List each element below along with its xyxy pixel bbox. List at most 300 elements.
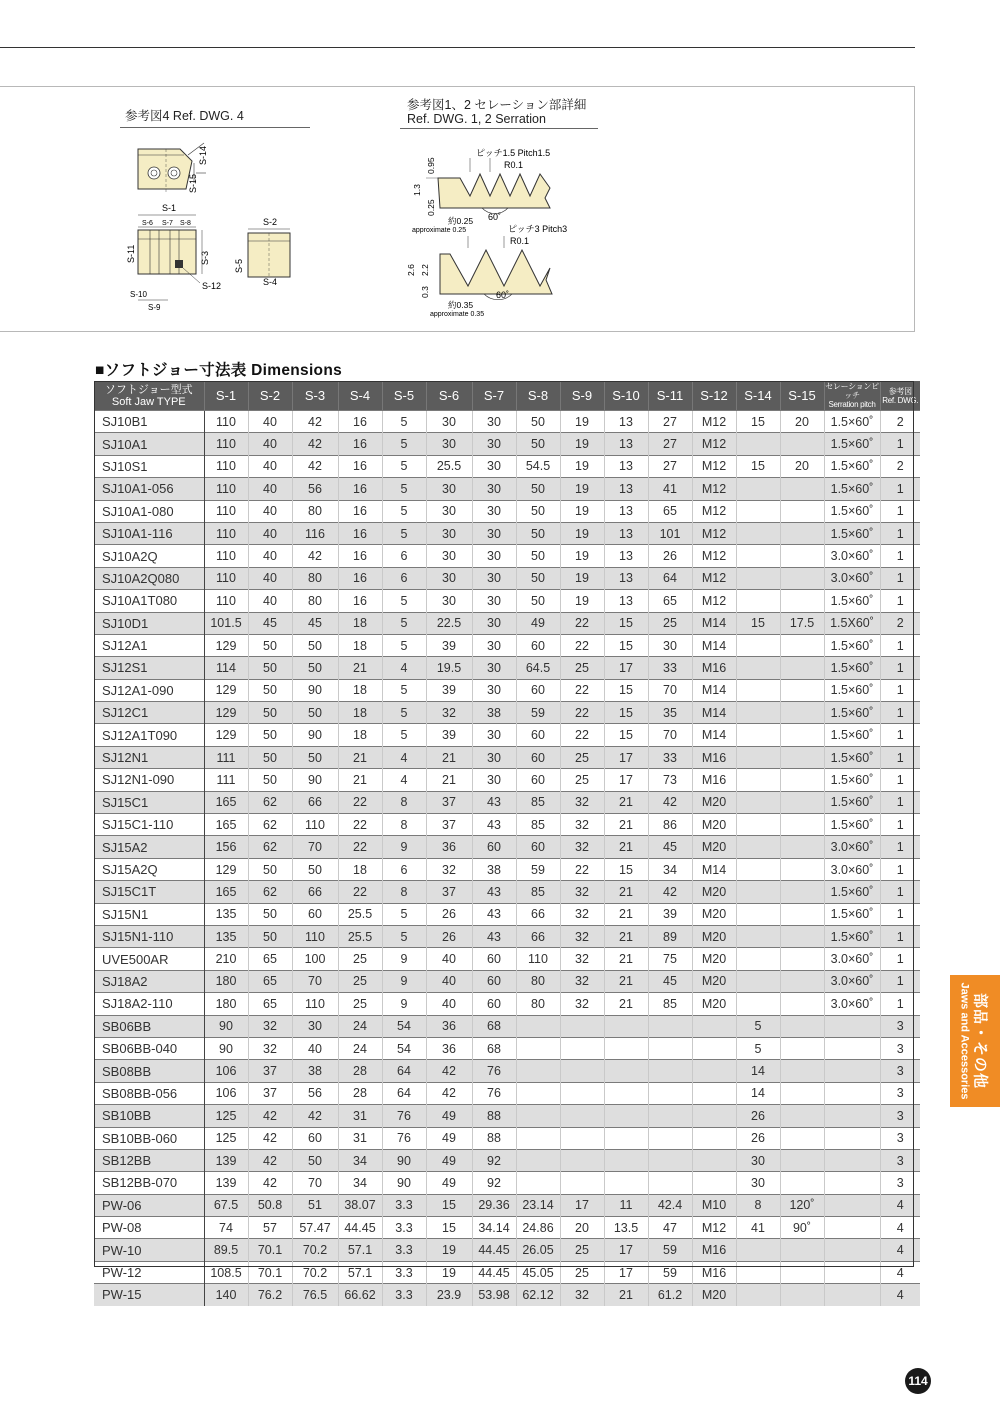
table-cell — [560, 1105, 604, 1127]
table-cell: 40 — [248, 545, 292, 567]
table-cell: 39 — [648, 903, 692, 925]
table-cell: 50 — [292, 634, 338, 656]
table-cell: 1 — [880, 478, 920, 500]
table-cell: 116 — [292, 522, 338, 544]
table-cell: 1 — [880, 858, 920, 880]
table-cell: 4 — [880, 1217, 920, 1239]
table-cell: 13 — [604, 590, 648, 612]
table-cell: 19.5 — [426, 657, 472, 679]
table-cell — [736, 679, 780, 701]
table-cell: 23.14 — [516, 1194, 560, 1216]
table-cell: M20 — [692, 970, 736, 992]
table-cell — [736, 769, 780, 791]
table-cell: 50 — [516, 567, 560, 589]
table-cell — [648, 1172, 692, 1194]
table-cell: 1.5×60˚ — [824, 903, 880, 925]
table-cell: 110 — [204, 411, 248, 433]
header-type — [94, 381, 204, 411]
table-cell: 15 — [604, 612, 648, 634]
table-cell: 56 — [292, 478, 338, 500]
table-cell: 60 — [516, 769, 560, 791]
table-cell: 25 — [560, 1261, 604, 1283]
table-cell — [780, 814, 824, 836]
table-row — [94, 1127, 920, 1149]
table-cell: 20 — [560, 1217, 604, 1239]
table-cell: 19 — [560, 522, 604, 544]
table-cell: 40 — [248, 500, 292, 522]
dimensions-table — [94, 381, 920, 1306]
table-cell: 3.0×60˚ — [824, 545, 880, 567]
header-s-8: S-8 — [516, 381, 560, 411]
table-cell: 85 — [516, 881, 560, 903]
cell-type: SJ12A1-090 — [94, 679, 204, 701]
table-cell: 125 — [204, 1127, 248, 1149]
table-cell: 140 — [204, 1284, 248, 1306]
table-cell: 13 — [604, 500, 648, 522]
table-cell: 56 — [292, 1082, 338, 1104]
table-cell: 1 — [880, 679, 920, 701]
table-row — [94, 612, 920, 634]
table-cell: 57.47 — [292, 1217, 338, 1239]
table-row — [94, 858, 920, 880]
cell-type: SJ15A2Q — [94, 858, 204, 880]
cell-type: SB10BB-060 — [94, 1127, 204, 1149]
table-cell — [780, 1037, 824, 1059]
cell-type: SB12BB-070 — [94, 1172, 204, 1194]
table-cell: 101.5 — [204, 612, 248, 634]
table-cell — [780, 679, 824, 701]
table-cell: 90 — [292, 769, 338, 791]
table-cell: 32 — [248, 1015, 292, 1037]
table-cell: 44.45 — [472, 1239, 516, 1261]
cell-type: PW-15 — [94, 1284, 204, 1306]
table-cell: 16 — [338, 590, 382, 612]
d26-label: 2.6 — [406, 264, 416, 276]
table-cell: 25 — [338, 970, 382, 992]
table-cell — [560, 1127, 604, 1149]
table-cell — [780, 1082, 824, 1104]
table-cell: 30 — [472, 455, 516, 477]
table-cell: M16 — [692, 1261, 736, 1283]
table-cell: 17 — [604, 1239, 648, 1261]
table-cell: 3.0×60˚ — [824, 948, 880, 970]
table-row — [94, 791, 920, 813]
table-cell — [780, 522, 824, 544]
table-cell — [692, 1127, 736, 1149]
table-cell — [692, 1037, 736, 1059]
table-cell: 26 — [736, 1127, 780, 1149]
cell-type: PW-06 — [94, 1194, 204, 1216]
table-cell: 5 — [382, 679, 426, 701]
header-s-1: S-1 — [204, 381, 248, 411]
header-s-15: S-15 — [780, 381, 824, 411]
table-cell: M12 — [692, 1217, 736, 1239]
table-cell: 13 — [604, 545, 648, 567]
table-cell: 3.3 — [382, 1284, 426, 1306]
table-cell: 32 — [560, 970, 604, 992]
approx025-jp: 約0.25 — [448, 216, 474, 226]
cell-type: PW-12 — [94, 1261, 204, 1283]
table-cell: 16 — [338, 500, 382, 522]
side-tab-en: Jaws and Accessories — [958, 982, 971, 1100]
table-cell: 3.3 — [382, 1194, 426, 1216]
label-s6: S-6 — [142, 220, 153, 227]
table-cell: M12 — [692, 455, 736, 477]
table-cell: 1 — [880, 567, 920, 589]
table-cell: 90 — [204, 1037, 248, 1059]
table-cell: 2 — [880, 612, 920, 634]
table-cell: 64 — [382, 1082, 426, 1104]
table-cell: 89.5 — [204, 1239, 248, 1261]
table-cell: 35 — [648, 702, 692, 724]
table-cell: 5 — [382, 500, 426, 522]
table-cell: 26.05 — [516, 1239, 560, 1261]
table-cell — [692, 1015, 736, 1037]
table-cell: 32 — [560, 903, 604, 925]
table-cell: 32 — [560, 836, 604, 858]
pitch15-label: ピッチ1.5 Pitch1.5 — [476, 148, 551, 158]
table-cell: 21 — [338, 746, 382, 768]
table-cell: 30 — [426, 590, 472, 612]
table-cell: 6 — [382, 858, 426, 880]
table-cell: 21 — [604, 925, 648, 947]
table-cell: 3 — [880, 1172, 920, 1194]
table-row — [94, 1015, 920, 1037]
table-cell: 21 — [604, 791, 648, 813]
table-cell: 57.1 — [338, 1261, 382, 1283]
table-cell: 30 — [472, 522, 516, 544]
table-cell: 50 — [248, 858, 292, 880]
ref-dwg12-title-en: Ref. DWG. 1, 2 Serration — [407, 112, 546, 126]
table-cell: 3 — [880, 1037, 920, 1059]
table-cell: 3.0×60˚ — [824, 836, 880, 858]
table-cell: 25 — [338, 993, 382, 1015]
table-cell: 108.5 — [204, 1261, 248, 1283]
header-s-4: S-4 — [338, 381, 382, 411]
table-row — [94, 702, 920, 724]
table-row — [94, 1284, 920, 1306]
cell-type: SB12BB — [94, 1149, 204, 1171]
d13-label: 1.3 — [412, 184, 422, 196]
header-s-2: S-2 — [248, 381, 292, 411]
table-cell: 40 — [248, 411, 292, 433]
table-row — [94, 1105, 920, 1127]
table-cell: 1.5×60˚ — [824, 925, 880, 947]
table-cell: 65 — [248, 948, 292, 970]
table-row — [94, 814, 920, 836]
table-cell — [780, 1149, 824, 1171]
table-cell: 1 — [880, 903, 920, 925]
table-cell: 32 — [560, 814, 604, 836]
table-cell — [692, 1172, 736, 1194]
table-cell: 40 — [248, 590, 292, 612]
table-cell — [780, 433, 824, 455]
table-cell: M20 — [692, 993, 736, 1015]
table-cell: 15 — [604, 702, 648, 724]
table-cell: 9 — [382, 993, 426, 1015]
table-cell — [780, 1172, 824, 1194]
table-cell: 30 — [426, 500, 472, 522]
table-cell: 13 — [604, 433, 648, 455]
table-cell: 21 — [604, 993, 648, 1015]
table-cell: 1 — [880, 634, 920, 656]
table-cell: 106 — [204, 1060, 248, 1082]
table-cell: 120˚ — [780, 1194, 824, 1216]
table-cell: 60 — [516, 836, 560, 858]
table-cell: M12 — [692, 545, 736, 567]
table-cell: 1.5×60˚ — [824, 746, 880, 768]
table-cell: 13 — [604, 411, 648, 433]
table-cell: 30 — [472, 634, 516, 656]
table-cell — [824, 1261, 880, 1283]
table-cell — [824, 1149, 880, 1171]
table-cell: 17.5 — [780, 612, 824, 634]
table-cell: 25 — [560, 746, 604, 768]
table-cell: 66.62 — [338, 1284, 382, 1306]
header-s-11: S-11 — [648, 381, 692, 411]
table-cell — [780, 1060, 824, 1082]
cell-type: SJ10A2Q — [94, 545, 204, 567]
ref-dwg4-underline — [120, 127, 310, 128]
table-cell: 135 — [204, 903, 248, 925]
table-cell: 110 — [204, 478, 248, 500]
table-cell: 76 — [472, 1082, 516, 1104]
table-cell: 1.5×60˚ — [824, 411, 880, 433]
table-cell: 100 — [292, 948, 338, 970]
table-cell: 30 — [426, 433, 472, 455]
table-cell: 180 — [204, 993, 248, 1015]
table-cell: 15 — [604, 679, 648, 701]
d095-label: 0.95 — [426, 157, 436, 174]
table-cell: 49 — [426, 1172, 472, 1194]
table-cell: 88 — [472, 1127, 516, 1149]
table-cell: 42 — [248, 1149, 292, 1171]
table-cell: 76 — [472, 1060, 516, 1082]
table-cell: 30 — [472, 746, 516, 768]
table-cell: 9 — [382, 836, 426, 858]
table-cell — [780, 724, 824, 746]
table-cell: 14 — [736, 1060, 780, 1082]
table-cell: 25.5 — [426, 455, 472, 477]
table-cell: 18 — [338, 612, 382, 634]
table-cell: 50 — [292, 1149, 338, 1171]
table-cell: 129 — [204, 702, 248, 724]
table-cell — [604, 1105, 648, 1127]
table-cell: M20 — [692, 948, 736, 970]
page-number: 114 — [905, 1368, 931, 1394]
table-cell — [780, 993, 824, 1015]
table-cell: 80 — [516, 970, 560, 992]
table-cell: 27 — [648, 411, 692, 433]
header-ref-dwg-en: Ref. DWG. — [882, 395, 919, 405]
table-cell: 22 — [560, 724, 604, 746]
table-cell: 5 — [382, 612, 426, 634]
table-cell: 70 — [648, 679, 692, 701]
approx025-en: approximate 0.25 — [412, 227, 467, 234]
table-cell — [560, 1060, 604, 1082]
table-cell: 25 — [560, 1239, 604, 1261]
table-cell: 1 — [880, 836, 920, 858]
table-cell: 19 — [426, 1261, 472, 1283]
table-cell — [560, 1172, 604, 1194]
table-cell: 34 — [338, 1149, 382, 1171]
table-cell: 30 — [472, 433, 516, 455]
table-cell: 60 — [516, 634, 560, 656]
table-cell: 80 — [292, 567, 338, 589]
table-row — [94, 948, 920, 970]
table-cell: 30 — [426, 411, 472, 433]
table-cell: 165 — [204, 814, 248, 836]
table-cell: 19 — [560, 590, 604, 612]
section-side-tab — [950, 975, 1000, 1107]
table-cell: M20 — [692, 791, 736, 813]
table-cell: 74 — [204, 1217, 248, 1239]
table-row — [94, 1194, 920, 1216]
table-cell: 1 — [880, 433, 920, 455]
table-cell — [516, 1060, 560, 1082]
table-cell: 70.1 — [248, 1239, 292, 1261]
header-serration — [824, 381, 880, 411]
table-cell: 16 — [338, 567, 382, 589]
table-cell: 1 — [880, 970, 920, 992]
dimensions-table-wrapper — [94, 381, 919, 1306]
table-cell: 30 — [292, 1015, 338, 1037]
table-cell: M20 — [692, 1284, 736, 1306]
table-cell: 30 — [736, 1172, 780, 1194]
header-s-10: S-10 — [604, 381, 648, 411]
table-cell — [824, 1172, 880, 1194]
table-cell: 32 — [560, 791, 604, 813]
cell-type: SJ15N1 — [94, 903, 204, 925]
table-cell — [604, 1082, 648, 1104]
table-cell — [780, 590, 824, 612]
table-cell: 21 — [338, 769, 382, 791]
table-cell: 53.98 — [472, 1284, 516, 1306]
table-cell: 22 — [338, 814, 382, 836]
table-cell: 139 — [204, 1149, 248, 1171]
table-cell: 1 — [880, 814, 920, 836]
table-row — [94, 903, 920, 925]
cell-type: SJ15C1T — [94, 881, 204, 903]
table-row — [94, 657, 920, 679]
table-cell: 37 — [248, 1082, 292, 1104]
table-cell — [736, 836, 780, 858]
table-cell: 38 — [472, 702, 516, 724]
table-cell: 15 — [604, 634, 648, 656]
table-cell: 5 — [382, 634, 426, 656]
table-cell: 59 — [516, 858, 560, 880]
table-cell: 5 — [382, 925, 426, 947]
label-s14: S-14 — [198, 145, 208, 165]
table-cell — [780, 1284, 824, 1306]
table-cell: 65 — [648, 500, 692, 522]
d025-label: 0.25 — [426, 199, 436, 216]
table-cell: 70 — [292, 836, 338, 858]
cell-type: SJ12S1 — [94, 657, 204, 679]
table-cell: 85 — [648, 993, 692, 1015]
table-cell — [648, 1060, 692, 1082]
table-cell: 60 — [516, 679, 560, 701]
table-cell: 3.0×60˚ — [824, 858, 880, 880]
table-cell: 50 — [292, 858, 338, 880]
table-cell — [780, 545, 824, 567]
cell-type: SJ10A1-116 — [94, 522, 204, 544]
table-cell: 22 — [560, 679, 604, 701]
table-cell — [736, 1239, 780, 1261]
table-cell: 8 — [382, 791, 426, 813]
table-cell: 18 — [338, 634, 382, 656]
table-cell: 49 — [516, 612, 560, 634]
label-s1: S-1 — [162, 203, 177, 213]
table-cell: 16 — [338, 433, 382, 455]
table-cell: 90 — [382, 1172, 426, 1194]
table-cell — [648, 1082, 692, 1104]
table-cell: 41 — [648, 478, 692, 500]
table-cell — [780, 769, 824, 791]
table-cell — [516, 1015, 560, 1037]
table-row — [94, 567, 920, 589]
table-cell: 37 — [248, 1060, 292, 1082]
table-cell: 4 — [382, 657, 426, 679]
table-row — [94, 1037, 920, 1059]
table-cell: 180 — [204, 970, 248, 992]
table-cell: 22 — [560, 612, 604, 634]
table-cell: 40 — [426, 970, 472, 992]
table-cell — [736, 500, 780, 522]
table-cell: 30 — [472, 545, 516, 567]
table-cell: 60 — [472, 970, 516, 992]
table-cell — [560, 1082, 604, 1104]
table-cell — [736, 791, 780, 813]
table-cell: 90 — [292, 679, 338, 701]
table-cell: 5 — [382, 411, 426, 433]
table-cell: 129 — [204, 679, 248, 701]
table-cell — [780, 634, 824, 656]
table-cell: 65 — [248, 993, 292, 1015]
table-cell: 43 — [472, 925, 516, 947]
table-cell: 38.07 — [338, 1194, 382, 1216]
table-cell: M16 — [692, 657, 736, 679]
table-cell: 38 — [472, 858, 516, 880]
table-cell — [780, 948, 824, 970]
table-cell — [824, 1284, 880, 1306]
table-cell: 60 — [472, 993, 516, 1015]
table-cell: 34 — [338, 1172, 382, 1194]
table-cell: 6 — [382, 567, 426, 589]
ref-dwg12-serration-drawing — [400, 138, 600, 323]
table-cell: 110 — [204, 522, 248, 544]
table-cell: 62.12 — [516, 1284, 560, 1306]
table-cell: 32 — [560, 925, 604, 947]
table-cell: 64.5 — [516, 657, 560, 679]
table-row — [94, 1149, 920, 1171]
table-cell: 26 — [426, 903, 472, 925]
table-cell — [824, 1037, 880, 1059]
table-cell: 5 — [382, 724, 426, 746]
table-cell: 1.5×60˚ — [824, 791, 880, 813]
table-cell: 65 — [648, 590, 692, 612]
table-cell: 3 — [880, 1082, 920, 1104]
r01-label-a: R0.1 — [504, 160, 524, 170]
table-cell: 49 — [426, 1127, 472, 1149]
table-cell: 54.5 — [516, 455, 560, 477]
cell-type: SJ10A1T080 — [94, 590, 204, 612]
table-cell: 5 — [382, 433, 426, 455]
table-cell: M14 — [692, 724, 736, 746]
table-row — [94, 993, 920, 1015]
label-s9: S-9 — [148, 303, 161, 312]
table-cell: 15 — [736, 411, 780, 433]
